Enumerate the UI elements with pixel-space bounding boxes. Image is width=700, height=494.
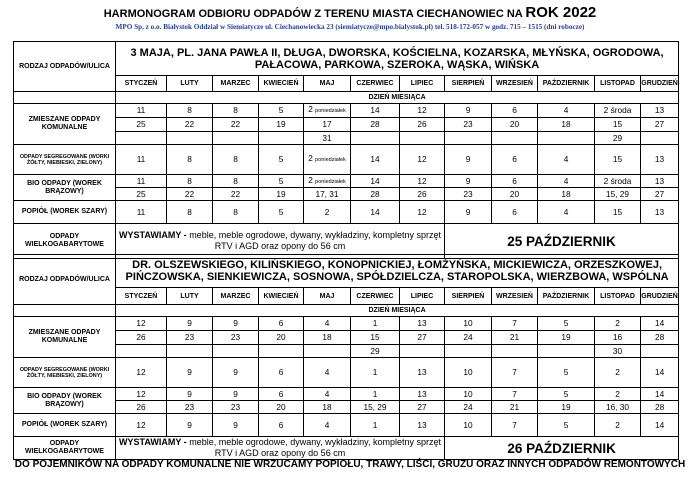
day-cell: 9 bbox=[167, 358, 213, 388]
day-cell: 18 bbox=[538, 188, 595, 201]
month-header: LUTY bbox=[167, 76, 213, 92]
day-cell bbox=[538, 132, 595, 145]
day-cell: 10 bbox=[445, 388, 492, 401]
day-cell: 23 bbox=[445, 188, 492, 201]
day-cell: 13 bbox=[400, 358, 445, 388]
month-header: PAŹDZIERNIK bbox=[538, 76, 595, 92]
day-cell: 31 bbox=[304, 132, 351, 145]
day-cell: 10 bbox=[445, 317, 492, 331]
month-header: KWIECIEŃ bbox=[259, 76, 304, 92]
day-cell bbox=[445, 132, 492, 145]
day-cell: 10 bbox=[445, 358, 492, 388]
title-year: ROK 2022 bbox=[525, 4, 597, 21]
day-cell: 14 bbox=[641, 388, 679, 401]
day-cell: 20 bbox=[259, 401, 304, 414]
streets-list: DR. OLSZEWSKIEGO, KILIŃSKIEGO, KONOPNICKIEJ, ŁOMŻYŃSKA, MICKIEWICZA, ORZESZKOWEJ, PIŃCZOWSKA, SIENKIEWICZA, SOSNOWA, SPÓŁDZIELCZA, STAROPOLSKA, WIERZBOWA, WSPÓLNA bbox=[116, 255, 679, 288]
category-popiol: POPIÓŁ (WOREK SZARY) bbox=[14, 414, 116, 437]
day-cell: 24 bbox=[445, 401, 492, 414]
day-cell: 2 środa bbox=[595, 104, 641, 118]
day-cell: 15 bbox=[595, 201, 641, 224]
day-cell: 15, 29 bbox=[595, 188, 641, 201]
pickup-date: 25 PAŹDZIERNIK bbox=[445, 224, 679, 259]
day-cell: 29 bbox=[595, 132, 641, 145]
day-cell: 18 bbox=[304, 401, 351, 414]
day-cell: 5 bbox=[538, 317, 595, 331]
day-cell: 5 bbox=[259, 201, 304, 224]
day-cell: 28 bbox=[641, 331, 679, 345]
day-cell: 30 bbox=[595, 345, 641, 358]
day-cell bbox=[492, 132, 538, 145]
day-cell: 12 bbox=[116, 388, 167, 401]
day-cell bbox=[116, 132, 167, 145]
category-zmieszane: ZMIESZANE ODPADY KOMUNALNE bbox=[14, 104, 116, 145]
day-cell: 8 bbox=[213, 175, 259, 188]
day-cell bbox=[304, 145, 351, 175]
day-cell: 6 bbox=[492, 175, 538, 188]
day-cell: 20 bbox=[259, 331, 304, 345]
day-cell: 5 bbox=[259, 175, 304, 188]
day-cell: 21 bbox=[492, 331, 538, 345]
day-cell: 7 bbox=[492, 388, 538, 401]
month-header: SIERPIEŃ bbox=[445, 76, 492, 92]
day-cell: 22 bbox=[167, 188, 213, 201]
category-bio: BIO ODPADY (WOREK BRĄZOWY) bbox=[14, 388, 116, 414]
day-cell: 2 bbox=[595, 317, 641, 331]
day-cell: 4 bbox=[304, 388, 351, 401]
day-cell: 9 bbox=[167, 317, 213, 331]
day-cell: 27 bbox=[641, 188, 679, 201]
wystawiamy-label: WYSTAWIAMY - bbox=[119, 230, 190, 240]
day-cell: 8 bbox=[167, 145, 213, 175]
day-cell: 14 bbox=[641, 358, 679, 388]
day-cell: 13 bbox=[400, 414, 445, 437]
empty-cell bbox=[14, 92, 116, 104]
rodzaj-header: RODZAJ ODPADÓW/ULICA bbox=[14, 42, 116, 92]
day-cell: 5 bbox=[538, 414, 595, 437]
day-cell: 11 bbox=[116, 201, 167, 224]
day-cell: 13 bbox=[641, 175, 679, 188]
wystawiamy-text: meble, meble ogrodowe, dywany, wykładziny, kompletny sprzęt RTV i AGD oraz opony do 56 cm bbox=[189, 437, 441, 458]
day-cell: 8 bbox=[167, 175, 213, 188]
month-header: KWIECIEŃ bbox=[259, 288, 304, 305]
month-header: SIERPIEŃ bbox=[445, 288, 492, 305]
dzien-miesiaca: DZIEŃ MIESIĄCA bbox=[116, 305, 679, 317]
day-cell: 21 bbox=[492, 401, 538, 414]
day-cell: 8 bbox=[213, 201, 259, 224]
day-cell bbox=[304, 104, 351, 118]
month-header: CZERWIEC bbox=[351, 288, 400, 305]
day-cell bbox=[167, 132, 213, 145]
empty-cell bbox=[14, 305, 116, 317]
day-cell: 4 bbox=[304, 414, 351, 437]
category-segregowane: ODPADY SEGREGOWANE (WORKI ŻÓŁTY, NIEBIESKI, ZIELONY) bbox=[14, 145, 116, 175]
wystawiamy-label: WYSTAWIAMY - bbox=[119, 437, 190, 447]
dzien-miesiaca: DZIEŃ MIESIĄCA bbox=[116, 92, 679, 104]
day-cell: 23 bbox=[167, 331, 213, 345]
day-cell: 4 bbox=[538, 104, 595, 118]
category-wielkogabarytowe: ODPADY WIELKOGABARYTOWE bbox=[14, 437, 116, 460]
day-cell: 14 bbox=[641, 414, 679, 437]
day-cell: 7 bbox=[492, 414, 538, 437]
day-cell: 14 bbox=[351, 175, 400, 188]
month-header: MARZEC bbox=[213, 288, 259, 305]
day-cell: 25 bbox=[116, 188, 167, 201]
month-header: LIPIEC bbox=[400, 76, 445, 92]
category-wielkogabarytowe: ODPADY WIELKOGABARYTOWE bbox=[14, 224, 116, 259]
category-segregowane: ODPADY SEGREGOWANE (WORKI ŻÓŁTY, NIEBIESKI, ZIELONY) bbox=[14, 358, 116, 388]
day-cell: 26 bbox=[400, 118, 445, 132]
day-cell: 2 bbox=[595, 388, 641, 401]
day-cell: 13 bbox=[641, 104, 679, 118]
day-cell: 4 bbox=[538, 145, 595, 175]
day-cell: 12 bbox=[116, 358, 167, 388]
day-cell: 8 bbox=[213, 145, 259, 175]
day-cell: 22 bbox=[167, 118, 213, 132]
day-cell: 19 bbox=[538, 401, 595, 414]
day-cell: 14 bbox=[641, 317, 679, 331]
month-header: WRZESIEŃ bbox=[492, 76, 538, 92]
day-cell: 1 bbox=[351, 414, 400, 437]
category-popiol: POPIÓŁ (WOREK SZARY) bbox=[14, 201, 116, 224]
day-cell: 4 bbox=[538, 201, 595, 224]
day-cell: 11 bbox=[116, 104, 167, 118]
day-cell: 27 bbox=[641, 118, 679, 132]
day-cell: 5 bbox=[538, 358, 595, 388]
day-cell: 13 bbox=[641, 201, 679, 224]
day-value: 2 bbox=[308, 174, 313, 185]
month-header: CZERWIEC bbox=[351, 76, 400, 92]
day-cell: 1 bbox=[351, 388, 400, 401]
day-cell: 17 bbox=[304, 118, 351, 132]
day-cell: 9 bbox=[213, 414, 259, 437]
day-cell bbox=[213, 132, 259, 145]
day-cell: 28 bbox=[641, 401, 679, 414]
day-cell: 4 bbox=[304, 358, 351, 388]
day-cell: 2 środa bbox=[595, 175, 641, 188]
day-cell: 9 bbox=[445, 175, 492, 188]
day-cell bbox=[351, 132, 400, 145]
day-cell: 8 bbox=[213, 104, 259, 118]
day-cell: 22 bbox=[213, 118, 259, 132]
day-cell: 23 bbox=[445, 118, 492, 132]
month-header: LISTOPAD bbox=[595, 76, 641, 92]
day-cell: 2 bbox=[304, 201, 351, 224]
day-note: poniedziałek bbox=[315, 178, 346, 185]
day-cell: 23 bbox=[167, 401, 213, 414]
day-cell: 19 bbox=[259, 188, 304, 201]
day-cell: 2 bbox=[595, 414, 641, 437]
day-cell bbox=[445, 345, 492, 358]
day-cell: 27 bbox=[400, 331, 445, 345]
day-cell: 9 bbox=[445, 201, 492, 224]
day-cell bbox=[641, 132, 679, 145]
day-cell: 4 bbox=[304, 317, 351, 331]
day-cell: 26 bbox=[400, 188, 445, 201]
day-cell: 12 bbox=[400, 175, 445, 188]
day-cell: 28 bbox=[351, 118, 400, 132]
day-cell: 6 bbox=[259, 414, 304, 437]
title-text: HARMONOGRAM ODBIORU ODPADÓW Z TERENU MIASTA CIECHANOWIEC NA bbox=[103, 8, 526, 20]
day-cell bbox=[213, 345, 259, 358]
day-cell: 12 bbox=[400, 104, 445, 118]
month-header: PAŹDZIERNIK bbox=[538, 288, 595, 305]
day-cell: 9 bbox=[445, 104, 492, 118]
day-cell: 9 bbox=[213, 388, 259, 401]
day-cell: 7 bbox=[492, 358, 538, 388]
month-header: GRUDZIEŃ bbox=[641, 288, 679, 305]
wystawiamy-text: meble, meble ogrodowe, dywany, wykładziny, kompletny sprzęt RTV i AGD oraz opony do 56 cm bbox=[189, 230, 441, 251]
day-cell: 5 bbox=[538, 388, 595, 401]
day-note: poniedziałek bbox=[315, 157, 346, 163]
day-cell: 16, 30 bbox=[595, 401, 641, 414]
month-header: MARZEC bbox=[213, 76, 259, 92]
day-cell: 9 bbox=[445, 145, 492, 175]
month-header: STYCZEŃ bbox=[116, 76, 167, 92]
day-cell: 18 bbox=[304, 331, 351, 345]
day-cell: 22 bbox=[213, 188, 259, 201]
day-cell: 11 bbox=[116, 175, 167, 188]
month-header: MAJ bbox=[304, 288, 351, 305]
day-cell: 13 bbox=[400, 388, 445, 401]
day-cell: 14 bbox=[351, 104, 400, 118]
month-header: MAJ bbox=[304, 76, 351, 92]
day-cell: 6 bbox=[492, 145, 538, 175]
day-cell: 26 bbox=[116, 331, 167, 345]
day-cell bbox=[167, 345, 213, 358]
day-cell bbox=[641, 345, 679, 358]
pickup-date: 26 PAŹDZIERNIK bbox=[445, 437, 679, 460]
day-cell: 9 bbox=[213, 358, 259, 388]
day-cell bbox=[259, 345, 304, 358]
day-cell bbox=[259, 132, 304, 145]
month-header: LUTY bbox=[167, 288, 213, 305]
day-cell: 17, 31 bbox=[304, 188, 351, 201]
day-cell: 5 bbox=[259, 104, 304, 118]
day-cell: 10 bbox=[445, 414, 492, 437]
subtitle: MPO Sp. z o.o. Białystok Oddział w Siemiatycze ul. Ciechanowiecka 23 (siemiatycze@mpo.bialystok.pl) tel. 518-172-057 w godz. 715 – 1515 (dni robocze) bbox=[115, 23, 585, 31]
day-cell: 8 bbox=[167, 201, 213, 224]
wystawiamy-info bbox=[116, 437, 445, 460]
day-cell: 8 bbox=[167, 104, 213, 118]
month-header: STYCZEŃ bbox=[116, 288, 167, 305]
day-cell bbox=[116, 345, 167, 358]
rodzaj-header: RODZAJ ODPADÓW/ULICA bbox=[14, 255, 116, 305]
day-cell: 19 bbox=[538, 331, 595, 345]
month-header: LISTOPAD bbox=[595, 288, 641, 305]
footer-note: DO POJEMNIKÓW NA ODPADY KOMUNALNE NIE WRZUCAMY POPIOŁU, TRAWY, LIŚCI, GRUZU ORAZ INNYCH ODPADÓW REMONTOWYCH bbox=[14, 459, 686, 470]
day-cell: 6 bbox=[259, 388, 304, 401]
day-cell: 27 bbox=[400, 401, 445, 414]
day-cell: 15 bbox=[595, 118, 641, 132]
day-cell bbox=[538, 345, 595, 358]
schedule-table-2 bbox=[13, 254, 679, 460]
category-zmieszane: ZMIESZANE ODPADY KOMUNALNE bbox=[14, 317, 116, 358]
day-cell: 20 bbox=[492, 118, 538, 132]
day-cell: 7 bbox=[492, 317, 538, 331]
day-cell: 14 bbox=[351, 201, 400, 224]
day-value: 2 bbox=[308, 104, 313, 114]
day-cell: 19 bbox=[259, 118, 304, 132]
day-note: poniedziałek bbox=[315, 108, 346, 114]
category-bio: BIO ODPADY (WOREK BRĄZOWY) bbox=[14, 175, 116, 201]
day-cell: 12 bbox=[400, 145, 445, 175]
day-cell: 15, 29 bbox=[351, 401, 400, 414]
day-cell: 6 bbox=[259, 317, 304, 331]
day-cell: 9 bbox=[167, 414, 213, 437]
schedule-table-1 bbox=[13, 41, 679, 259]
day-cell: 18 bbox=[538, 118, 595, 132]
month-header: LIPIEC bbox=[400, 288, 445, 305]
day-cell: 15 bbox=[351, 331, 400, 345]
day-cell: 5 bbox=[259, 145, 304, 175]
month-header: WRZESIEŃ bbox=[492, 288, 538, 305]
day-cell: 23 bbox=[213, 331, 259, 345]
page-title bbox=[0, 4, 700, 21]
day-cell: 12 bbox=[400, 201, 445, 224]
day-cell: 12 bbox=[116, 317, 167, 331]
day-cell: 23 bbox=[213, 401, 259, 414]
day-cell: 20 bbox=[492, 188, 538, 201]
day-cell: 28 bbox=[351, 188, 400, 201]
month-header: GRUDZIEŃ bbox=[641, 76, 679, 92]
day-cell: 13 bbox=[641, 145, 679, 175]
day-cell: 1 bbox=[351, 317, 400, 331]
day-cell: 9 bbox=[213, 317, 259, 331]
day-cell: 4 bbox=[538, 175, 595, 188]
day-value: 2 bbox=[308, 153, 313, 163]
day-cell: 6 bbox=[492, 201, 538, 224]
day-cell: 9 bbox=[167, 388, 213, 401]
day-cell bbox=[400, 132, 445, 145]
day-cell: 29 bbox=[351, 345, 400, 358]
day-cell: 6 bbox=[492, 104, 538, 118]
day-cell: 24 bbox=[445, 331, 492, 345]
day-cell: 16 bbox=[595, 331, 641, 345]
day-cell: 6 bbox=[259, 358, 304, 388]
streets-list: 3 MAJA, PL. JANA PAWŁA II, DŁUGA, DWORSKA, KOŚCIELNA, KOZARSKA, MŁYŃSKA, OGRODOWA, PAŁACOWA, PARKOWA, SZEROKA, WĄSKA, WIŃSKA bbox=[116, 42, 679, 76]
day-cell bbox=[492, 345, 538, 358]
day-cell bbox=[304, 175, 351, 188]
day-cell: 2 bbox=[595, 358, 641, 388]
day-cell bbox=[400, 345, 445, 358]
day-cell: 11 bbox=[116, 145, 167, 175]
day-cell: 13 bbox=[400, 317, 445, 331]
day-cell: 12 bbox=[116, 414, 167, 437]
day-cell: 15 bbox=[595, 145, 641, 175]
day-cell: 25 bbox=[116, 118, 167, 132]
day-cell: 1 bbox=[351, 358, 400, 388]
day-cell: 26 bbox=[116, 401, 167, 414]
day-cell: 14 bbox=[351, 145, 400, 175]
day-cell bbox=[304, 345, 351, 358]
